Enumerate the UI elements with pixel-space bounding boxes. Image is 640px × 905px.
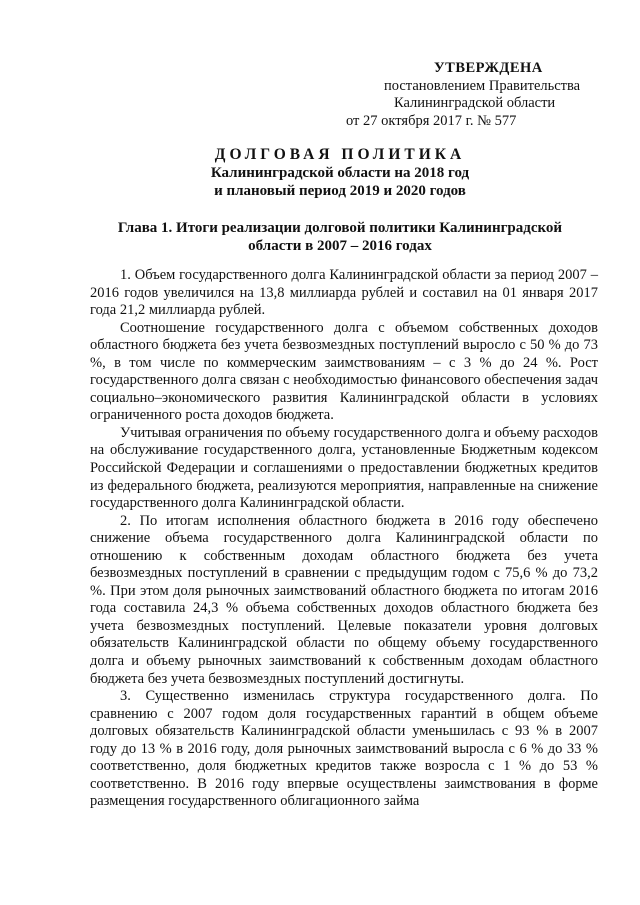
document-subtitle-1: Калининградской области на 2018 год bbox=[210, 165, 470, 181]
chapter-heading bbox=[90, 219, 590, 255]
approval-line-2: Калининградской области bbox=[394, 95, 556, 111]
paragraph: 3. Существенно изменилась структура государственного долга. По сравнению с 2007 годом доля государственных гарантий в общем объеме долговых обязательств Калининградской области уменьшилась с 93 % в 2007 году до 13 % в 2016 году, доля рыночных заимствований выросла с 6 % до 33 % соответственно, доля бюджетных кредитов также возросла с 1 % до 53 % соответственно. В 2016 году впервые осуществлены заимствования в форме размещения государственного облигационного займа bbox=[90, 688, 598, 810]
document-title: ДОЛГОВАЯ ПОЛИТИКА bbox=[214, 146, 466, 163]
document-subtitle-2: и плановый период 2019 и 2020 годов bbox=[214, 183, 466, 199]
paragraph: Учитывая ограничения по объему государственного долга и объему расходов на обслуживание государственного долга, установленные Бюджетным кодексом Российской Федерации и соглашениями о предоставлении бюджетных кредитов из федерального бюджета, реализуются мероприятия, направленные на снижение государственного долга Калининградской области. bbox=[90, 424, 598, 512]
approval-line-3: от 27 октября 2017 г. № 577 bbox=[346, 112, 517, 129]
paragraph: 2. По итогам исполнения областного бюджета в 2016 году обеспечено снижение объема государственного долга Калининградской области по отношению к собственным доходам областного бюджета без учета безвозмездных поступлений в сравнении с предыдущим годом с 75,6 % до 73,2 %. При этом доля рыночных заимствований областного бюджета по итогам 2016 года составила 24,3 % объема собственных доходов областного бюджета без учета безвозмездных поступлений. Целевые показатели уровня долговых обязательств Калининградской области по общему объему государственного долга и объему рыночных заимствований к собственным доходам областного бюджета без учета безвозмездных поступлений достигнуты. bbox=[90, 512, 598, 687]
paragraph: 1. Объем государственного долга Калининградской области за период 2007 – 2016 годов увеличился на 13,8 миллиарда рублей и составил на 01 января 2017 года 21,2 миллиарда рублей. bbox=[90, 267, 598, 319]
approval-title: УТВЕРЖДЕНА bbox=[434, 60, 543, 76]
document-title-block bbox=[90, 146, 590, 200]
body-text bbox=[90, 267, 598, 811]
approval-line-1: постановлением Правительства bbox=[384, 77, 581, 94]
paragraph: Соотношение государственного долга с объемом собственных доходов областного бюджета без учета безвозмездных поступлений выросло с 50 % до 73 %, в том числе по коммерческим заимствованиям – с 3 % до 24 %. Рост государственного долга связан с необходимостью финансового обеспечения задач социально–экономического развития Калининградской области в условиях ограниченного роста доходов бюджета. bbox=[90, 319, 598, 424]
chapter-heading-line-1: Глава 1. Итоги реализации долговой политики Калининградской bbox=[117, 220, 563, 236]
chapter-heading-line-2: области в 2007 – 2016 годах bbox=[248, 238, 432, 254]
approval-stamp bbox=[330, 60, 600, 130]
